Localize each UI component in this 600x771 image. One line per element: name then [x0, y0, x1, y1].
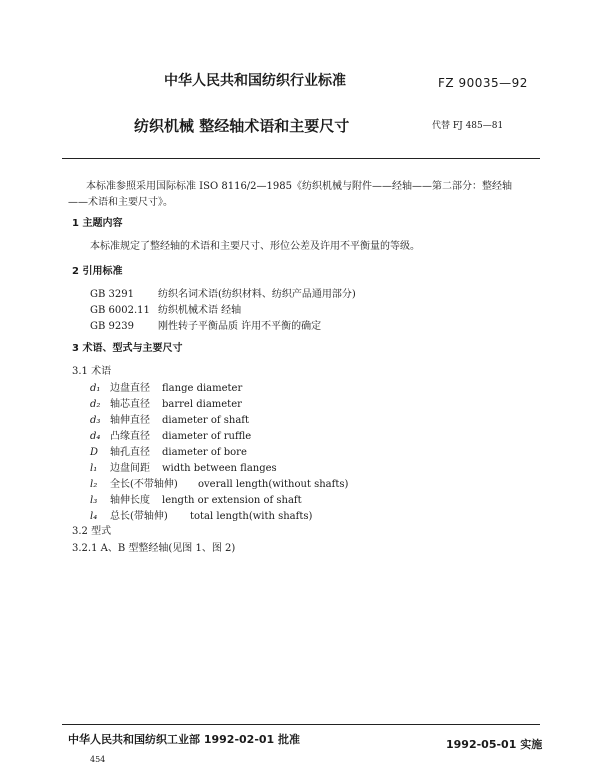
term-item: [90, 459, 277, 474]
reference-code: GB 9239: [90, 321, 134, 332]
term-symbol: d₁: [90, 383, 101, 394]
reference-title: 纺织名词术语(纺织材料、纺织产品通用部分): [158, 289, 356, 300]
term-chinese: 轴芯直径: [110, 399, 150, 410]
term-item: [90, 427, 251, 442]
reference-code: GB 6002.11: [90, 305, 150, 316]
term-english: overall length(without shafts): [198, 479, 349, 490]
section-3-heading: 3 术语、型式与主要尺寸: [72, 343, 183, 354]
term-item: [90, 411, 249, 426]
reference-code: GB 3291: [90, 289, 134, 300]
term-english: total length(with shafts): [190, 511, 313, 522]
section-3-1-heading: 3.1 术语: [72, 366, 112, 377]
term-symbol: d₃: [90, 415, 101, 426]
term-chinese: 轴孔直径: [110, 447, 150, 458]
section-3-2-heading: 3.2 型式: [72, 526, 112, 537]
section-1-heading: 1 主题内容: [72, 218, 123, 229]
term-symbol: l₁: [90, 463, 98, 474]
term-english: barrel diameter: [162, 399, 242, 410]
term-symbol: d₂: [90, 399, 101, 410]
term-chinese: 边盘间距: [110, 463, 150, 474]
term-chinese: 边盘直径: [110, 383, 150, 394]
term-symbol: D: [90, 447, 99, 458]
replaces-standard: 代替 FJ 485—81: [432, 121, 504, 131]
term-item: [90, 395, 242, 410]
implementation-date: 1992-05-01 实施: [446, 738, 543, 751]
term-symbol: l₂: [90, 479, 98, 490]
approval-line: 中华人民共和国纺织工业部 1992-02-01 批准: [68, 733, 301, 746]
reference-item: [90, 301, 241, 316]
term-chinese: 轴伸直径: [110, 415, 150, 426]
term-symbol: l₃: [90, 495, 98, 506]
intro-line-2: ——术语和主要尺寸》。: [68, 197, 173, 208]
term-english: flange diameter: [162, 383, 243, 394]
standard-number: FZ 90035—92: [438, 76, 528, 90]
reference-title: 刚性转子平衡品质 许用不平衡的确定: [158, 321, 322, 332]
section-1-body: 本标准规定了整经轴的术语和主要尺寸、形位公差及许用不平衡量的等级。: [90, 241, 420, 252]
intro-line-1: 本标准参照采用国际标准 ISO 8116/2—1985《纺织机械与附件——经轴——第二部分：整经轴: [86, 181, 512, 192]
term-item: [90, 491, 302, 506]
reference-item: [90, 317, 321, 332]
term-english: length or extension of shaft: [162, 495, 302, 506]
header-divider: [62, 158, 540, 159]
section-2-heading: 2 引用标准: [72, 266, 123, 277]
term-item: [90, 379, 242, 394]
term-english: width between flanges: [162, 463, 277, 474]
page-number: 454: [90, 755, 106, 764]
term-item: [90, 443, 247, 458]
term-chinese: 轴伸长度: [110, 495, 150, 506]
term-english: diameter of shaft: [162, 415, 250, 426]
term-chinese: 总长(带轴伸): [110, 511, 168, 522]
reference-title: 纺织机械术语 经轴: [158, 305, 242, 316]
footer-divider: [62, 724, 540, 725]
issuing-org-title: 中华人民共和国纺织行业标准: [164, 73, 346, 89]
section-3-2-1-text: 3.2.1 A、B 型整经轴(见图 1、图 2): [72, 543, 236, 554]
term-english: diameter of bore: [162, 447, 247, 458]
term-symbol: l₄: [90, 511, 98, 522]
term-english: diameter of ruffle: [162, 431, 252, 442]
term-symbol: d₄: [90, 431, 101, 442]
term-item: [90, 475, 348, 490]
reference-item: [90, 285, 356, 300]
term-item: [90, 507, 312, 522]
document-title: 纺织机械 整经轴术语和主要尺寸: [134, 117, 350, 135]
term-chinese: 全长(不带轴伸): [110, 479, 178, 490]
term-chinese: 凸缘直径: [110, 431, 150, 442]
